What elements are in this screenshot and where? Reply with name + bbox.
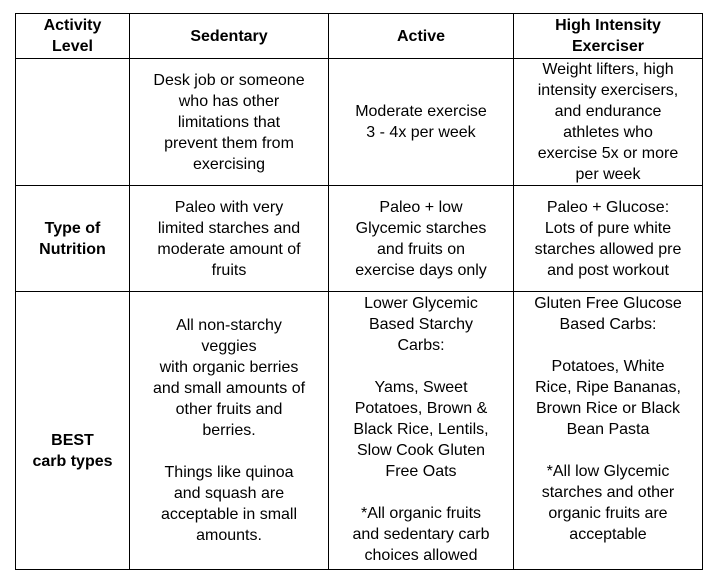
active-carb-cell: Lower Glycemic Based Starchy Carbs: Yams, Sweet Potatoes, Brown & Black Rice, Lentils, Slow Cook Gluten Free Oats *All organic fruits and sedentary carb choices allowed (329, 292, 514, 570)
header-row (16, 14, 703, 59)
activity-description-row (16, 59, 703, 186)
high-intensity-nutrition-cell: Paleo + Glucose: Lots of pure white starches allowed pre and post workout (514, 186, 703, 292)
type-of-nutrition-text: Type of Nutrition (39, 219, 106, 258)
active-activity-cell: Moderate exercise 3 - 4x per week (329, 59, 514, 186)
carb-types-row (16, 292, 703, 570)
sedentary-carb-cell: All non-starchy veggies with organic berries and small amounts of other fruits and berries. Things like quinoa and squash are acceptable in small amounts. (130, 292, 329, 570)
sedentary-activity-cell: Desk job or someone who has other limitations that prevent them from exercising (130, 59, 329, 186)
active-nutrition-cell: Paleo + low Glycemic starches and fruits on exercise days only (329, 186, 514, 292)
best-carb-types-label (16, 292, 130, 570)
type-of-nutrition-label (16, 186, 130, 292)
best-carb-types-text: BEST carb types (32, 432, 113, 470)
header-sedentary: Sedentary (130, 14, 329, 59)
high-intensity-carb-cell: Gluten Free Glucose Based Carbs: Potatoes, White Rice, Ripe Bananas, Brown Rice or Black Bean Pasta *All low Glycemic starches and other organic fruits are acceptable (514, 292, 703, 570)
activity-nutrition-table (15, 13, 703, 570)
header-activity-level: Activity Level (16, 14, 130, 59)
header-high-intensity: High Intensity Exerciser (514, 14, 703, 59)
high-intensity-activity-cell: Weight lifters, high intensity exercisers, and endurance athletes who exercise 5x or more per week (514, 59, 703, 186)
header-active: Active (329, 14, 514, 59)
sedentary-nutrition-cell: Paleo with very limited starches and moderate amount of fruits (130, 186, 329, 292)
activity-row-label-cell (16, 59, 130, 186)
nutrition-row (16, 186, 703, 292)
